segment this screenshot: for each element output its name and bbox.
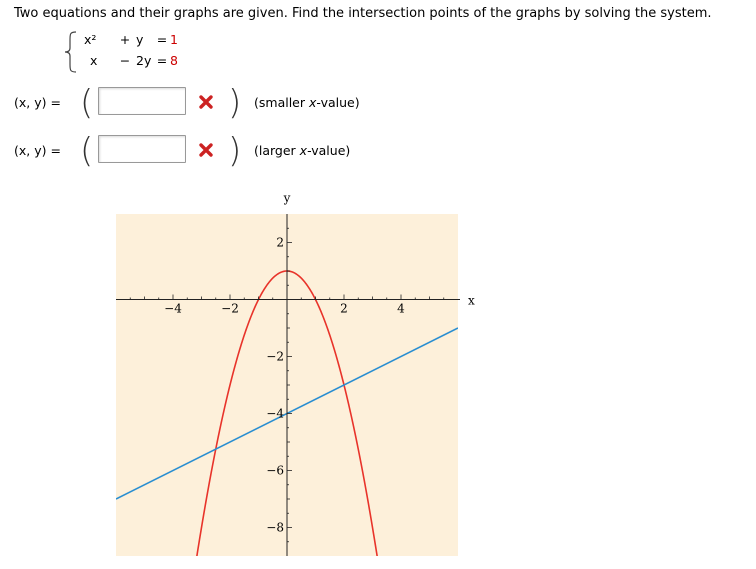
answer-2-label: (x, y) = bbox=[14, 143, 61, 158]
x-tick-label: −2 bbox=[221, 301, 239, 316]
answer-1-label: (x, y) = bbox=[14, 95, 61, 110]
eq1-term1: x² bbox=[84, 32, 97, 47]
y-tick-label: −6 bbox=[266, 463, 284, 478]
eq1-op: + bbox=[119, 32, 131, 47]
answer-2-hint: (larger x-value) bbox=[254, 143, 351, 158]
problem-prompt: Two equations and their graphs are given. Find the intersection points of the graphs by solving the system. bbox=[14, 6, 712, 21]
x-tick-label: 2 bbox=[340, 301, 348, 316]
eq1-rhs: 1 bbox=[170, 32, 178, 47]
answer-1-hint: (smaller x-value) bbox=[254, 95, 360, 110]
eq2-equals: = bbox=[156, 53, 168, 68]
y-axis-label: y bbox=[283, 191, 291, 205]
eq2-op: − bbox=[119, 53, 131, 68]
answer-2-open-paren: ( bbox=[80, 131, 94, 171]
x-tick-label: 4 bbox=[397, 301, 405, 316]
answer-1-close-paren: ) bbox=[228, 83, 242, 123]
y-tick-label: −2 bbox=[266, 349, 284, 364]
eq1-term2: y bbox=[136, 32, 144, 47]
eq2-term1: x bbox=[90, 53, 98, 68]
x-tick-label: −4 bbox=[164, 301, 182, 316]
y-tick-label: −4 bbox=[266, 406, 284, 421]
eq2-rhs: 8 bbox=[170, 53, 178, 68]
answer-1-open-paren: ( bbox=[80, 83, 94, 123]
eq1-equals: = bbox=[156, 32, 168, 47]
y-tick-label: 2 bbox=[276, 235, 284, 250]
x-axis-label: x bbox=[468, 293, 475, 308]
eq2-term2: 2y bbox=[136, 53, 152, 68]
y-tick-label: −8 bbox=[266, 520, 284, 535]
answer-2-close-paren: ) bbox=[228, 131, 242, 171]
